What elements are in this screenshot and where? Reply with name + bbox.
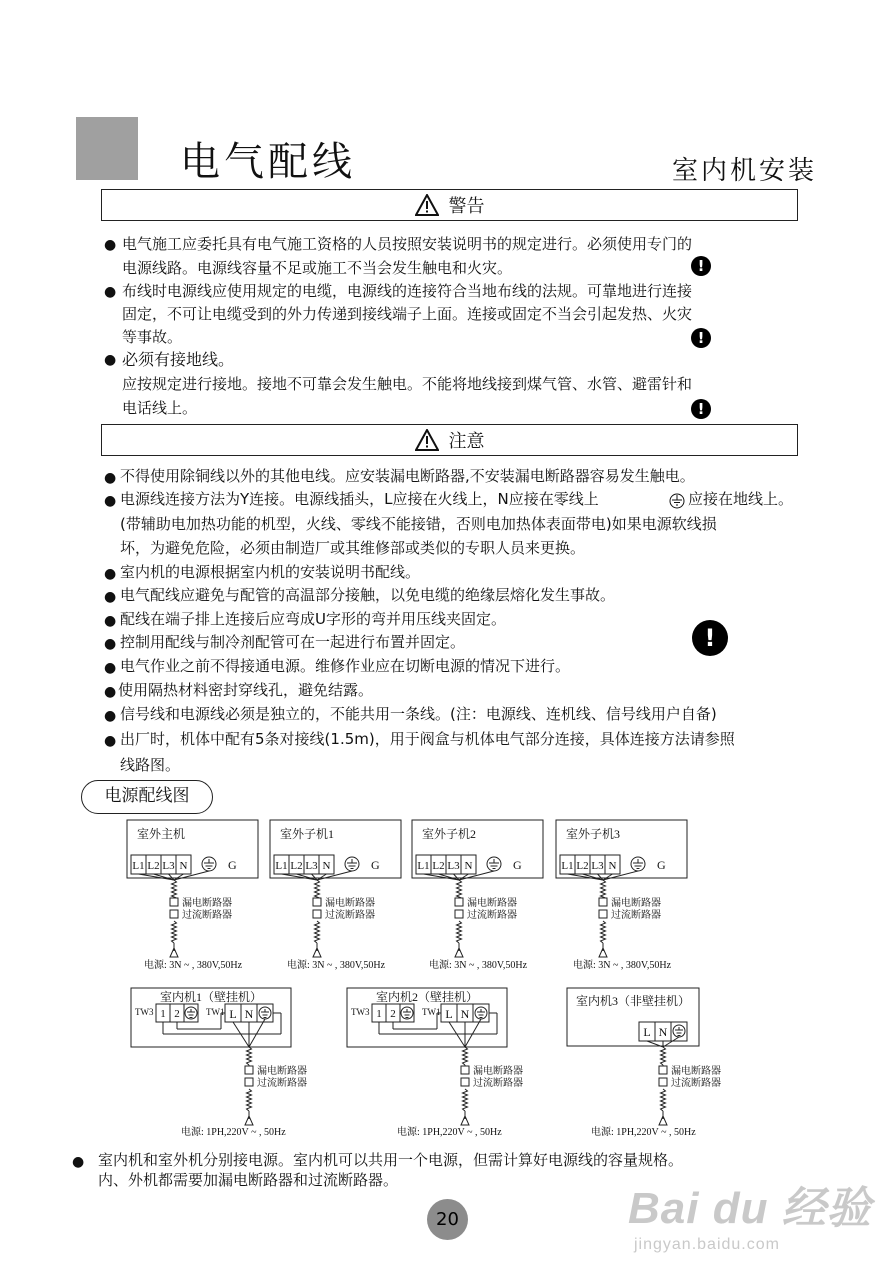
terminal-label: L1 <box>561 860 574 872</box>
breaker-label: 漏电断路器 <box>671 1066 721 1077</box>
watermark-url: jingyan.baidu.com <box>634 1236 780 1253</box>
breaker-box <box>659 1078 667 1086</box>
terminal-label: L2 <box>432 860 445 872</box>
terminal-label: N <box>464 860 473 872</box>
bullet: ● <box>104 470 117 486</box>
breaker-box <box>599 898 607 906</box>
exclamation-icon: ! <box>691 256 711 276</box>
terminal-label: L2 <box>147 860 160 872</box>
footer-note-line: 室内机和室外机分别接电源。室内机可以共用一个电源，但需计算好电源线的容量规格。 <box>98 1151 684 1169</box>
outdoor-unit-name: 室外子机3 <box>566 827 621 841</box>
bullet: ● <box>104 613 117 629</box>
warning-line: 电话线上。 <box>122 399 198 417</box>
warning-line: 电气施工应委托具有电气施工资格的人员按照安装说明书的规定进行。必须使用专门的 <box>122 235 693 253</box>
caution-line: 电源线连接方法为Y连接。电源线插头，L应接在火线上，N应接在零线上 <box>120 490 599 508</box>
bullet: ● <box>104 733 117 749</box>
terminal-label: N <box>658 1025 668 1039</box>
breaker-label: 漏电断路器 <box>325 898 375 909</box>
outdoor-unit-name: 室外主机 <box>137 827 186 841</box>
warning-line: 应按规定进行接地。接地不可靠会发生触电。不能将地线接到煤气管、水管、避雷针和 <box>122 375 693 393</box>
breaker-box <box>659 1066 667 1074</box>
cable-symbol <box>463 1047 468 1065</box>
bullet: ● <box>104 660 117 676</box>
breaker-label: 过流断路器 <box>671 1078 721 1089</box>
breaker-label: 漏电断路器 <box>182 898 232 909</box>
terminal-label: L1 <box>275 860 288 872</box>
bullet: ● <box>104 636 117 652</box>
bullet: ● <box>104 237 117 253</box>
bullet: ● <box>104 493 117 509</box>
terminal-label: L2 <box>290 860 303 872</box>
exclamation-icon: ! <box>692 620 728 656</box>
breaker-label: 漏电断路器 <box>257 1066 307 1077</box>
cable-symbol <box>661 1089 666 1111</box>
breaker-label: 过流断路器 <box>182 910 232 921</box>
terminal-label: L <box>229 1007 237 1021</box>
caution-line: 线路图。 <box>120 756 181 774</box>
caution-line: 信号线和电源线必须是独立的，不能共用一条线。(注：电源线、连机线、信号线用户自备) <box>120 705 717 723</box>
exclamation-icon: ! <box>691 399 711 419</box>
section-title: 室内机安装 <box>672 156 818 186</box>
power-spec: 电源: 3N ~ , 380V,50Hz <box>429 960 528 971</box>
caution-line: 应接在地线上。 <box>688 490 794 508</box>
bullet: ● <box>104 589 117 605</box>
breaker-box <box>245 1066 253 1074</box>
warning-line: 电源线路。电源线容量不足或施工不当会发生触电和火灾。 <box>122 259 513 277</box>
breaker-label: 过流断路器 <box>473 1078 523 1089</box>
bullet: ● <box>104 352 117 368</box>
terminal-label: 1 <box>376 1008 382 1020</box>
breaker-box <box>170 910 178 918</box>
power-spec: 电源: 3N ~ , 380V,50Hz <box>287 960 386 971</box>
cable-symbol <box>601 921 606 943</box>
cable-symbol <box>247 1047 252 1065</box>
terminal-label: 2 <box>174 1008 180 1020</box>
page-title: 电气配线 <box>180 139 356 185</box>
caution-line: 不得使用除铜线以外的其他电线。应安装漏电断路器,不安装漏电断路器容易发生触电。 <box>120 467 695 485</box>
warning-line: 必须有接地线。 <box>122 350 235 369</box>
cable-symbol <box>661 1047 666 1065</box>
power-spec: 电源: 3N ~ , 380V,50Hz <box>573 960 672 971</box>
breaker-box <box>599 910 607 918</box>
terminal-label: N <box>322 860 331 872</box>
warning-line: 等事故。 <box>122 328 183 346</box>
page-number: 20 <box>427 1199 468 1240</box>
bullet: ● <box>104 566 117 582</box>
breaker-box <box>170 898 178 906</box>
breaker-box <box>313 898 321 906</box>
terminal-label: L3 <box>305 860 318 872</box>
caution-label: 注意 <box>448 431 485 452</box>
terminal-label: L <box>445 1007 453 1021</box>
warning-label: 警告 <box>448 196 485 217</box>
indoor-unit-name: 室内机2（壁挂机） <box>375 990 479 1004</box>
power-spec: 电源: 1PH,220V ~ , 50Hz <box>591 1127 696 1138</box>
caution-line: 出厂时，机体中配有5条对接线(1.5m)，用于阀盒与机体电气部分连接，具体连接方法请参照 <box>120 730 735 748</box>
caution-line: 坏，为避免危险，必须由制造厂或其维修部或类似的专职人员来更换。 <box>120 539 586 557</box>
breaker-label: 漏电断路器 <box>467 898 517 909</box>
cable-symbol <box>457 921 462 943</box>
terminal-label: 2 <box>390 1008 396 1020</box>
watermark-logo: Bai du 经验 <box>628 1184 872 1233</box>
caution-line: 电气配线应避免与配管的高温部分接触，以免电缆的绝缘层熔化发生事故。 <box>120 586 616 604</box>
cable-symbol <box>463 1089 468 1111</box>
terminal-label: L1 <box>417 860 430 872</box>
power-spec: 电源: 1PH,220V ~ , 50Hz <box>397 1127 502 1138</box>
bullet: ● <box>72 1154 85 1170</box>
breaker-label: 过流断路器 <box>257 1078 307 1089</box>
bullet: ● <box>104 708 117 724</box>
breaker-label: 过流断路器 <box>611 910 661 921</box>
breaker-box <box>461 1066 469 1074</box>
terminal-label: N <box>460 1007 470 1021</box>
ground-label: G <box>657 858 666 872</box>
terminal-label: L1 <box>132 860 145 872</box>
caution-line: 室内机的电源根据室内机的安装说明书配线。 <box>120 563 421 581</box>
caution-line: 配线在端子排上连接后应弯成U字形的弯并用压线夹固定。 <box>120 610 506 628</box>
footer-note-line: 内、外机都需要加漏电断路器和过流断路器。 <box>98 1171 399 1189</box>
terminal-label: L <box>643 1025 651 1039</box>
cable-symbol <box>247 1089 252 1111</box>
cable-symbol <box>315 921 320 943</box>
breaker-box <box>455 910 463 918</box>
bullet: ● <box>104 284 117 300</box>
caution-line: 使用隔热材料密封穿线孔，避免结露。 <box>118 681 374 699</box>
breaker-box <box>461 1078 469 1086</box>
power-spec: 电源: 1PH,220V ~ , 50Hz <box>181 1127 286 1138</box>
ground-label: G <box>371 858 380 872</box>
terminal-label: L3 <box>591 860 604 872</box>
power-spec: 电源: 3N ~ , 380V,50Hz <box>144 960 243 971</box>
breaker-label: 漏电断路器 <box>473 1066 523 1077</box>
breaker-box <box>455 898 463 906</box>
breaker-label: 漏电断路器 <box>611 898 661 909</box>
outdoor-unit-name: 室外子机1 <box>280 827 335 841</box>
ground-label: G <box>513 858 522 872</box>
signal-label: TW1 <box>422 1007 441 1017</box>
diagram-heading: 电源配线图 <box>81 780 213 814</box>
watermark <box>628 1172 872 1254</box>
signal-label: TW1 <box>206 1007 225 1017</box>
terminal-label: N <box>608 860 617 872</box>
breaker-box <box>245 1078 253 1086</box>
breaker-label: 过流断路器 <box>467 910 517 921</box>
outdoor-unit-name: 室外子机2 <box>422 827 477 841</box>
terminal-label: N <box>179 860 188 872</box>
caution-line: 电气作业之前不得接通电源。维修作业应在切断电源的情况下进行。 <box>120 657 571 675</box>
indoor-unit-name: 室内机3（非壁挂机） <box>575 994 691 1008</box>
caution-line: 控制用配线与制冷剂配管可在一起进行布置并固定。 <box>120 633 466 651</box>
breaker-label: 过流断路器 <box>325 910 375 921</box>
warning-line: 固定，不可让电缆受到的外力传递到接线端子上面。连接或固定不当会引起发热、火灾 <box>122 305 693 323</box>
bullet: ● <box>104 684 117 700</box>
terminal-label: L3 <box>447 860 460 872</box>
terminal-label: L3 <box>162 860 175 872</box>
terminal-label: L2 <box>576 860 589 872</box>
warning-line: 布线时电源线应使用规定的电缆，电源线的连接符合当地布线的法规。可靠地进行连接 <box>122 282 693 300</box>
terminal-label: 1 <box>160 1008 166 1020</box>
signal-label: TW3 <box>351 1007 370 1017</box>
indoor-unit-name: 室内机1（壁挂机） <box>159 990 263 1004</box>
ground-label: G <box>228 858 237 872</box>
breaker-box <box>313 910 321 918</box>
caution-line: (带辅助电加热功能的机型，火线、零线不能接错，否则电加热体表面带电)如果电源软线损 <box>120 515 717 533</box>
signal-label: TW3 <box>135 1007 154 1017</box>
exclamation-icon: ! <box>691 328 711 348</box>
cable-symbol <box>172 921 177 943</box>
terminal-label: N <box>244 1007 254 1021</box>
